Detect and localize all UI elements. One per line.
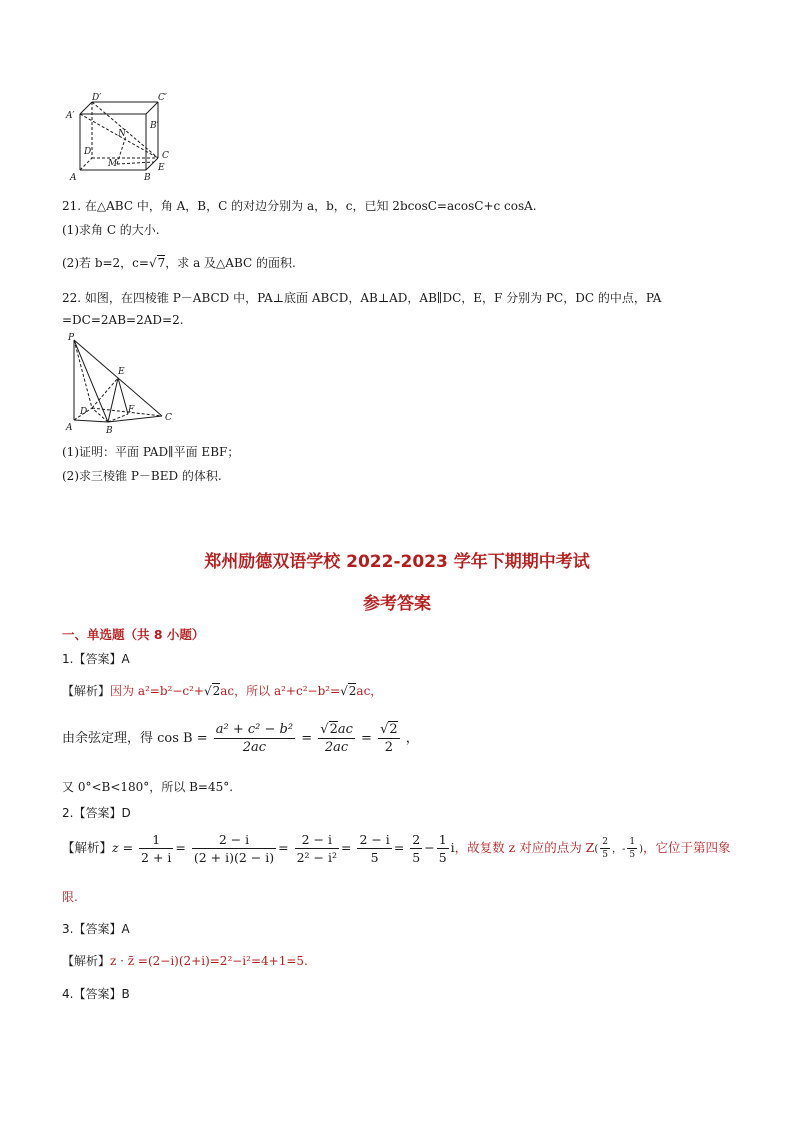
pyramid-figure (62, 330, 182, 434)
fraction: $\frac{1}{5}$ (438, 832, 447, 865)
cube-label: B′ (150, 121, 159, 131)
answer-1-line2: 由余弦定理，得 cos B = $\frac{\text{a² + c² − b²}}{2ac}$ = $\frac{√2ac}{2ac}$ = $\frac{√2}{2}$ ， (62, 722, 419, 755)
cube-label: D′ (92, 93, 102, 103)
answer-3-head: 3.【答案】A (62, 922, 130, 936)
answer-1-head: 1.【答案】A (62, 652, 130, 666)
answer-1-cos-text: 由余弦定理，得 cos B = (62, 731, 208, 746)
cube-label: A (70, 173, 77, 183)
q21-part2-b: ，求 a 及△ABC 的面积. (165, 256, 296, 270)
fraction: $\frac{\text{a² + c² − b²}}{2ac}$ (215, 722, 294, 755)
q21-part2-a: (2)若 b=2，c= (62, 256, 149, 270)
fraction: $\frac{2}{5}$ (412, 832, 421, 865)
fraction: $\frac{2 - i}{(2 + i)(2 - i)}$ (193, 832, 275, 865)
sqrt-value: 2 (348, 684, 357, 698)
answer-2-tail-a: ，故复数 z 对应的点为 Z (454, 840, 595, 855)
answer-2-line1: 【解析】z = $\frac{1}{2 + i}$ = $\frac{2 - i}{(2 + i)(2 - i)}$ = $\frac{2 - i}{\text{2² − i²}}$ = $\frac{2 - i}{5}$ = $\frac{2}{5}$ − $\frac{1}{5}$ i，故复数 z 对应的点为 Z( $\frac{2}{5}$ ，- $\frac{1}{5}$ )，它位于第四象 (62, 832, 731, 865)
cube-label: B (144, 173, 151, 183)
cube-hidden-edge (80, 158, 92, 170)
pyramid-edge (108, 416, 162, 422)
q21-part2: (2)若 b=2，c=√7，求 a 及△ABC 的面积. (62, 256, 296, 270)
q21-part2-root: 7 (157, 256, 166, 270)
pyramid-edge (108, 378, 118, 422)
q21-stem: 21. 在△ABC 中，角 A，B，C 的对边分别为 a，b，c，已知 2bcosC=acosC+c cosA. (62, 199, 537, 213)
page-subtitle: 参考答案 (363, 594, 431, 614)
answer-3-body: z · z̄ =(2−i)(2+i)=2²−i²=4+1=5. (110, 954, 308, 968)
cube-hidden-edge (117, 136, 126, 164)
answer-1-text-a: 因为 a²=b²−c²+ (110, 684, 204, 698)
fraction: $\frac{2}{5}$ (602, 837, 608, 860)
q22-stem-line1: 22. 如图，在四棱锥 P－ABCD 中，PA⊥底面 ABCD，AB⊥AD，AB∥DC，E，F 分别为 PC，DC 的中点，PA (62, 291, 662, 305)
cube-edge (80, 102, 92, 114)
fraction: $\frac{2 - i}{\text{2² − i²}}$ (296, 832, 337, 865)
explanation-label: 【解析】 (62, 684, 111, 698)
answer-2-tail-b: ，它位于第四象 (643, 840, 731, 855)
cube-figure (62, 92, 182, 184)
answer-1-text-c: ac， (356, 684, 383, 698)
answer-3-line1 (62, 952, 308, 969)
cube-label: C′ (158, 93, 167, 103)
pyramid-label: B (106, 426, 113, 434)
q22-stem-line2: =DC=2AB=2AD=2. (62, 313, 184, 327)
q22-part2: (2)求三棱锥 P－BED 的体积. (62, 469, 222, 483)
answer-1-line2-end: ， (405, 731, 419, 746)
fraction: $\frac{2 - i}{5}$ (359, 832, 390, 865)
answer-2-z: z = (112, 840, 134, 855)
pyramid-label: P (68, 333, 75, 343)
cube-label: A′ (66, 111, 75, 121)
answer-2-head: 2.【答案】D (62, 806, 131, 820)
cube-label: E (158, 163, 165, 173)
q22-part1: (1)证明：平面 PAD∥平面 EBF； (62, 445, 240, 459)
q21-part1: (1)求角 C 的大小. (62, 223, 160, 237)
page-title: 郑州励德双语学校 2022-2023 学年下期期中考试 (204, 552, 590, 572)
pyramid-label: D (80, 407, 88, 417)
answer-1-line1: 【解析】因为 a²=b²−c²+√2ac，所以 a²+c²−b²=√2ac， (62, 684, 383, 698)
fraction: $\frac{1}{2 + i}$ (141, 832, 172, 865)
fraction: $\frac{1}{5}$ (629, 837, 636, 860)
pyramid-label: E (118, 367, 125, 377)
cube-label: D (84, 147, 92, 157)
pyramid-label: A (66, 423, 73, 433)
pyramid-label: F (128, 405, 135, 415)
explanation-label: 【解析】 (62, 954, 111, 968)
fraction: $\frac{√2ac}{2ac}$ (320, 722, 353, 755)
pyramid-hidden-edge (74, 340, 92, 408)
sqrt-value: 2 (212, 684, 221, 698)
answer-2-line2: 限. (62, 890, 78, 904)
pyramid-label: C (165, 413, 172, 423)
answer-1-text-b: ac，所以 a²+c²−b²= (220, 684, 341, 698)
cube-label: N (118, 129, 126, 139)
pyramid-edge (118, 378, 128, 414)
cube-edge (146, 158, 158, 170)
answer-1-line3: 又 0°<B<180°，所以 B=45°. (62, 780, 234, 794)
cube-label: C (162, 151, 169, 161)
explanation-label: 【解析】 (62, 840, 113, 855)
cube-hidden-edge (117, 162, 154, 164)
answer-4-head: 4.【答案】B (62, 987, 130, 1001)
section-heading: 一、单选题（共 8 小题） (62, 627, 205, 642)
fraction: $\frac{√2}{2}$ (380, 722, 398, 755)
pyramid-edge (74, 420, 108, 422)
cube-label: M (108, 159, 118, 169)
cube-edge (146, 102, 158, 114)
